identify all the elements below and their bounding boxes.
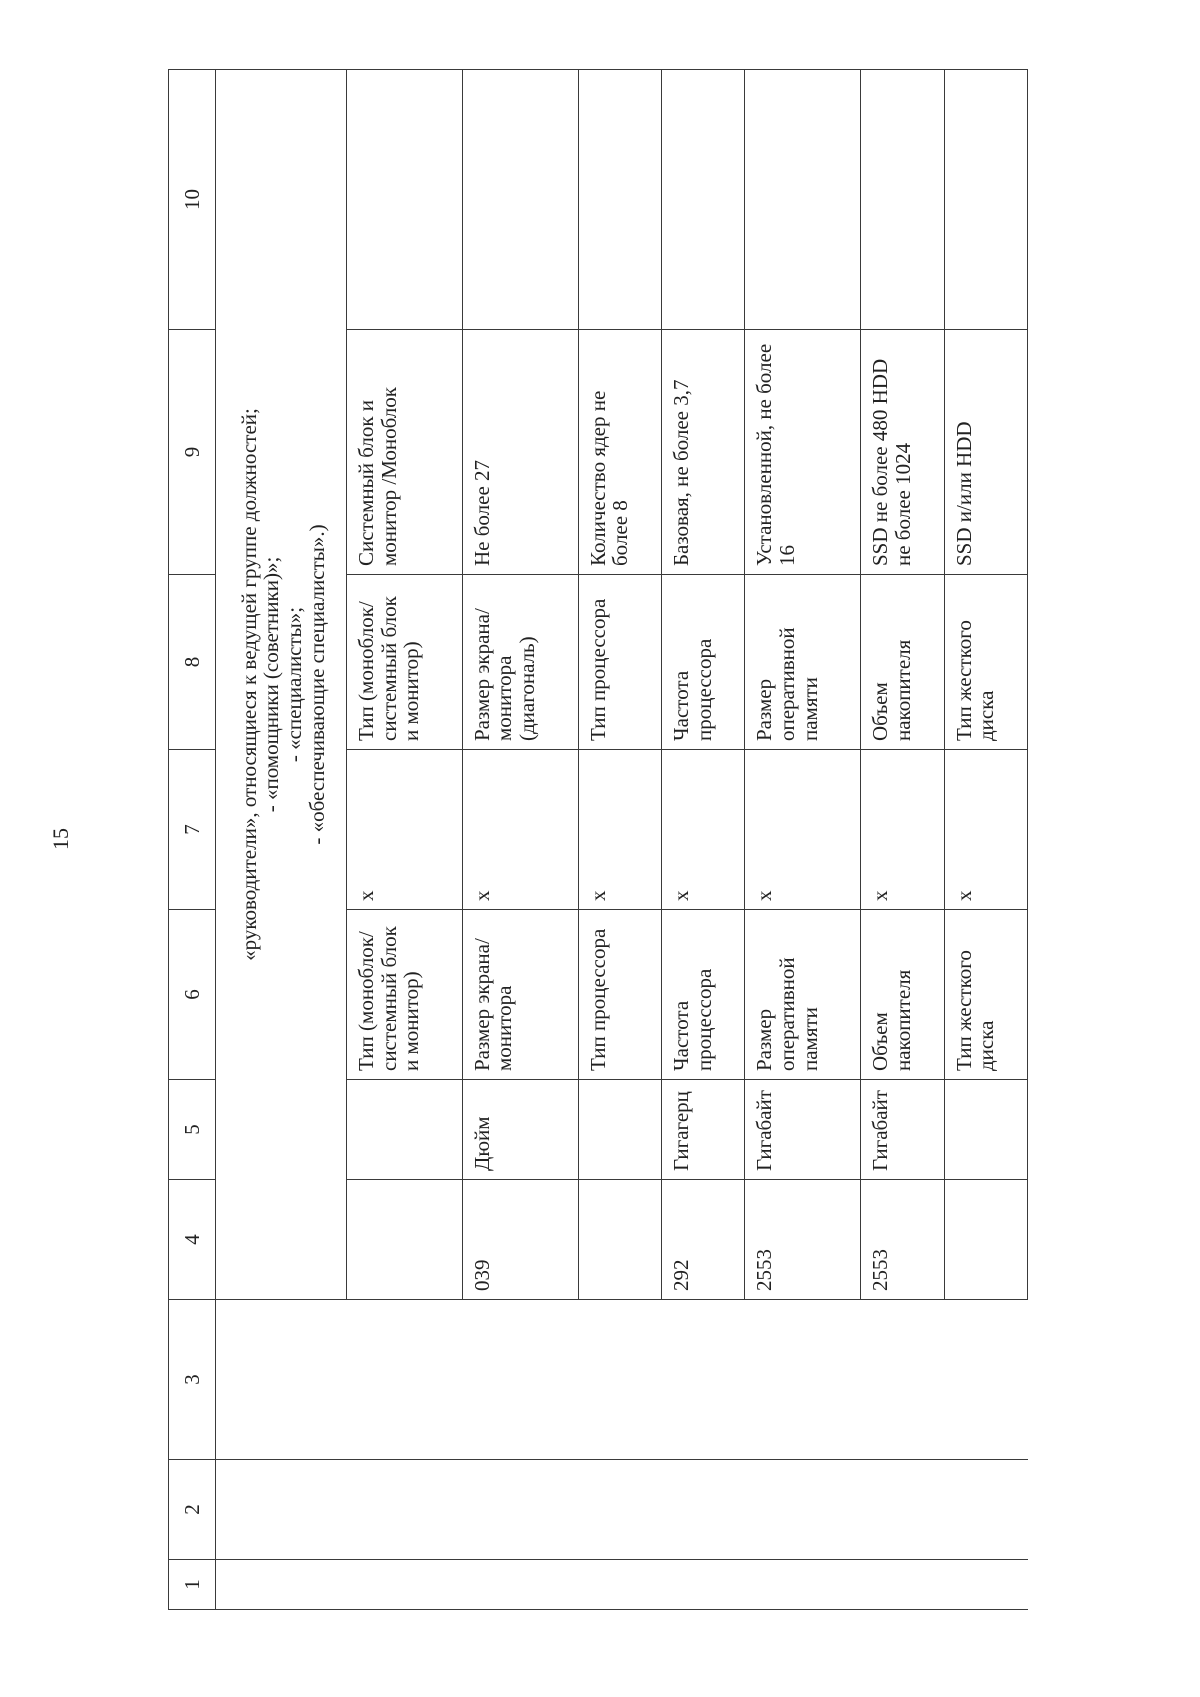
okei-code-cell: 2553	[861, 1180, 944, 1300]
unit-cell: Гигабайт	[745, 1080, 861, 1180]
col7-cell: x	[944, 750, 1027, 910]
characteristic-cell: Размер экрана/монитора (диагональ)	[462, 575, 578, 750]
characteristic-cell: Размер оперативной памяти	[745, 575, 861, 750]
characteristic-cell: Частота процессора	[661, 910, 744, 1080]
unit-cell	[578, 1080, 661, 1180]
cell-col3	[347, 1300, 463, 1460]
table-row	[745, 70, 861, 1610]
characteristic-cell: Тип процессора	[578, 575, 661, 750]
cell-col2	[462, 1460, 578, 1560]
group-header-cell	[216, 70, 347, 1300]
cell-col1	[578, 1560, 661, 1610]
col10-cell	[578, 70, 661, 330]
cell-col1	[661, 1560, 744, 1610]
characteristic-cell: Частота процессора	[661, 575, 744, 750]
col10-cell	[944, 70, 1027, 330]
cell-col1	[745, 1560, 861, 1610]
cell-col3	[578, 1300, 661, 1460]
group-header-line: - «помощники (советники)»;	[259, 556, 284, 813]
value-cell: Системный блок и монитор /Моноблок	[347, 330, 463, 575]
value-cell: Установленной, не более 16	[745, 330, 861, 575]
characteristic-cell: Размер оперативной памяти	[745, 910, 861, 1080]
cell-col2	[347, 1460, 463, 1560]
column-number: 8	[169, 575, 216, 750]
col10-cell	[347, 70, 463, 330]
cell-col1	[861, 1560, 944, 1610]
cell-col1	[347, 1560, 463, 1610]
column-number: 2	[169, 1460, 216, 1560]
okei-code-cell	[347, 1180, 463, 1300]
specification-table	[168, 69, 1028, 1610]
cell-col2	[578, 1460, 661, 1560]
col10-cell	[661, 70, 744, 330]
cell-col2-group	[216, 1460, 347, 1560]
column-number: 7	[169, 750, 216, 910]
column-number: 9	[169, 330, 216, 575]
characteristic-cell: Размер экрана/монитора	[462, 910, 578, 1080]
okei-code-cell	[944, 1180, 1027, 1300]
rotated-table-container	[168, 70, 1028, 1610]
column-number: 3	[169, 1300, 216, 1460]
col10-cell	[861, 70, 944, 330]
unit-cell: Гигагерц	[661, 1080, 744, 1180]
value-cell: Не более 27	[462, 330, 578, 575]
characteristic-cell: Тип жесткого диска	[944, 575, 1027, 750]
value-cell: Базовая, не более 3,7	[661, 330, 744, 575]
table-row	[661, 70, 744, 1610]
value-cell: SSD не более 480 HDD не более 1024	[861, 330, 944, 575]
cell-col2	[944, 1460, 1027, 1560]
okei-code-cell	[578, 1180, 661, 1300]
cell-col3	[745, 1300, 861, 1460]
okei-code-cell: 039	[462, 1180, 578, 1300]
cell-col3	[462, 1300, 578, 1460]
column-number: 5	[169, 1080, 216, 1180]
characteristic-cell: Объем накопителя	[861, 575, 944, 750]
group-header-line: - «обеспечивающие специалисты».)	[304, 524, 329, 845]
characteristic-cell: Тип жесткого диска	[944, 910, 1027, 1080]
cell-col3	[661, 1300, 744, 1460]
characteristic-cell: Тип процессора	[578, 910, 661, 1080]
group-header-row	[216, 70, 347, 1610]
unit-cell	[944, 1080, 1027, 1180]
characteristic-cell: Тип (моноблок/системный блок и монитор)	[347, 910, 463, 1080]
col7-cell: x	[578, 750, 661, 910]
col10-cell	[745, 70, 861, 330]
column-number: 6	[169, 910, 216, 1080]
cell-col2	[661, 1460, 744, 1560]
column-number: 1	[169, 1560, 216, 1610]
table-row	[347, 70, 463, 1610]
col7-cell: x	[347, 750, 463, 910]
page-number: 15	[48, 828, 73, 850]
cell-col1	[462, 1560, 578, 1610]
column-number: 10	[169, 70, 216, 330]
cell-col2	[745, 1460, 861, 1560]
characteristic-cell: Объем накопителя	[861, 910, 944, 1080]
group-header-line: - «специалисты»;	[282, 606, 306, 763]
column-number-row	[169, 70, 216, 1610]
unit-cell	[347, 1080, 463, 1180]
okei-code-cell: 2553	[745, 1180, 861, 1300]
table-row	[578, 70, 661, 1610]
col7-cell: x	[745, 750, 861, 910]
cell-col3	[944, 1300, 1027, 1460]
okei-code-cell: 292	[661, 1180, 744, 1300]
cell-col3	[861, 1300, 944, 1460]
cell-col1-group	[216, 1560, 347, 1610]
table-row	[462, 70, 578, 1610]
col10-cell	[462, 70, 578, 330]
unit-cell: Гигабайт	[861, 1080, 944, 1180]
cell-col2	[861, 1460, 944, 1560]
col7-cell: x	[861, 750, 944, 910]
cell-col3-group	[216, 1300, 347, 1460]
value-cell: Количество ядер не более 8	[578, 330, 661, 575]
table-row	[861, 70, 944, 1610]
table-row	[944, 70, 1027, 1610]
col7-cell: x	[661, 750, 744, 910]
characteristic-cell: Тип (моноблок/системный блок и монитор)	[347, 575, 463, 750]
cell-col1	[944, 1560, 1027, 1610]
col7-cell: x	[462, 750, 578, 910]
value-cell: SSD и/или HDD	[944, 330, 1027, 575]
unit-cell: Дюйм	[462, 1080, 578, 1180]
column-number: 4	[169, 1180, 216, 1300]
group-header-line: «руководители», относящиеся к ведущей группе должностей;	[236, 408, 261, 961]
